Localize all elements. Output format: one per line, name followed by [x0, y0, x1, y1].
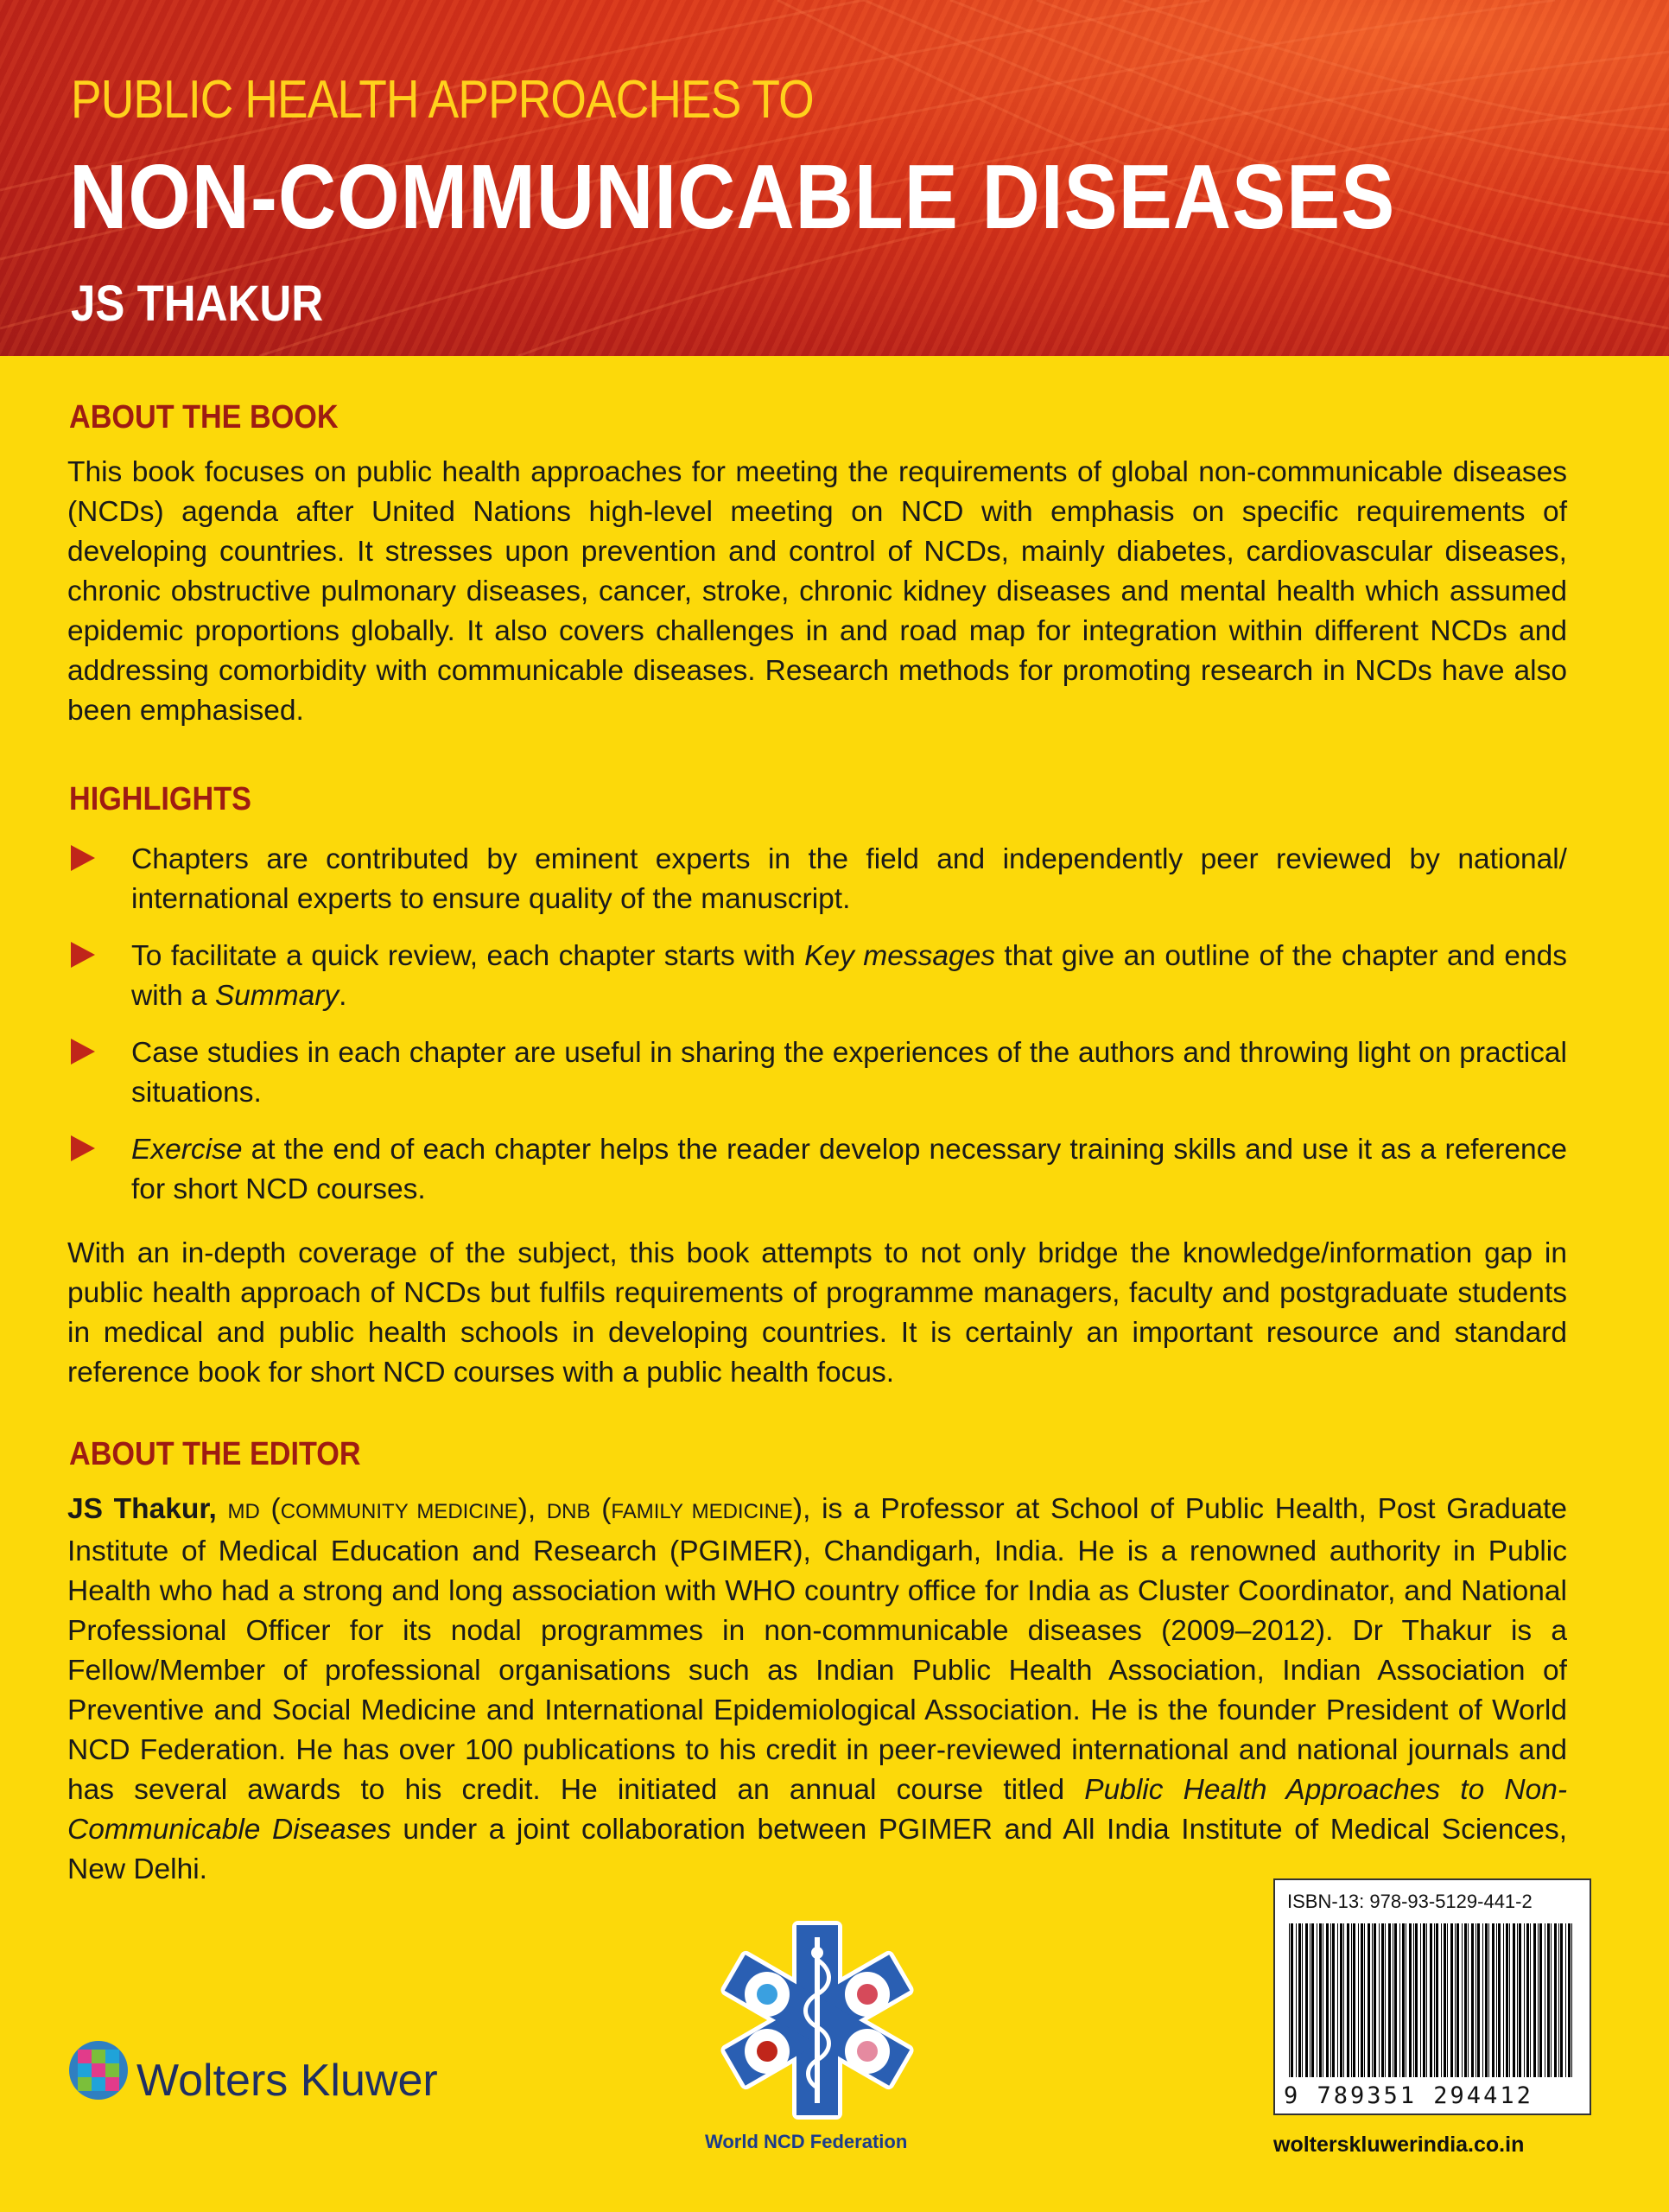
barcode-bar	[1423, 1923, 1425, 2077]
barcode-bar	[1330, 1923, 1331, 2077]
highlight-item	[67, 1033, 1567, 1113]
barcode-bar	[1434, 1923, 1435, 2077]
barcode-bar	[1526, 1923, 1529, 2077]
about-editor-heading: ABOUT THE EDITOR	[69, 1436, 361, 1472]
barcode-bar	[1447, 1923, 1448, 2077]
book-author: JS THAKUR	[71, 276, 324, 332]
barcode-bar	[1455, 1923, 1456, 2077]
about-editor-paragraph: JS Thakur, MD (COMMUNITY MEDICINE), DNB (FAMILY MEDICINE), is a Professor at School of Public Health, Post Graduate Institute of Medical Education and Research (PGIMER), Chandigarh, India. He is a renowned authority in Public Health who had a strong and long association with WHO country office for India as Cluster Coordinator, and National Professional Officer for its nodal programmes in non-communicable diseases (2009–2012). Dr Thakur is a Fellow/Member of professional organisations such as Indian Public Health Association, Indian Association of Preventive and Social Medicine and International Epidemiological Association. He is the founder President of World NCD Federation. He has over 100 publications to his credit in peer-reviewed international and national journals and has several awards to his credit. He initiated an annual course titled Public Health Approaches to Non-Communicable Diseases under a joint collaboration between PGIMER and All India Institute of Medical Sciences, New Delhi.	[67, 1493, 1567, 1885]
barcode-bar	[1558, 1923, 1559, 2077]
isbn-label: ISBN-13: 978-93-5129-441-2	[1287, 1891, 1533, 1912]
barcode-bar	[1519, 1923, 1521, 2077]
barcode-bar	[1413, 1923, 1414, 2077]
barcode-bar	[1374, 1923, 1376, 2077]
barcode-bar	[1343, 1923, 1344, 2077]
highlights-heading: HIGHLIGHTS	[69, 781, 251, 817]
barcode-bar	[1571, 1923, 1572, 2077]
highlights-closing-paragraph: With an in-depth coverage of the subject, this book attempts to not only bridge the knowledge/information gap in public health approach of NCDs but fulfils requirements of programme managers, faculty and postgraduate students in medical and public health schools in developing countries. It is certainly an important resource and standard reference book for short NCD courses with a public health focus.	[67, 1237, 1567, 1389]
highlight-item	[67, 840, 1567, 919]
highlight-text-part: that give an outline of the chapter and ends with a	[131, 940, 1567, 1012]
barcode-bar	[1426, 1923, 1427, 2077]
barcode-bar	[1388, 1923, 1391, 2077]
barcode-bar	[1538, 1923, 1539, 2077]
bullet-arrow-icon	[71, 942, 95, 968]
bullet-arrow-icon	[71, 1135, 95, 1161]
barcode-bar	[1464, 1923, 1467, 2077]
publisher-name: Wolters Kluwer	[136, 2056, 438, 2106]
barcode-bar	[1509, 1923, 1510, 2077]
course-title-emphasis: Public Health Approaches to Non-Communicable Diseases	[67, 1774, 1567, 1846]
barcode-bar	[1337, 1923, 1338, 2077]
degree-md: MD	[227, 1500, 260, 1523]
editor-bio-text: , is a Professor at School of Public Health, Post Graduate Institute of Medical Education and Research (PGIMER), Chandigarh, India. He is a renowned authority in Public Health who had a strong and long association with WHO country office for India as Cluster Coordinator, and National Professional Officer for its nodal programmes in non-communicable diseases (2009–2012). Dr Thakur is a Fellow/Member of professional organisations such as Indian Public Health Association, Indian Association of Preventive and Social Medicine and International Epidemiological Association. He is the founder President of World NCD Federation. He has over 100 publications to his credit in peer-reviewed international and national journals and has several awards to his credit. He initiated an annual course titled	[67, 1493, 1567, 1806]
barcode-bar	[1498, 1923, 1501, 2077]
about-book-paragraph: This book focuses on public health approaches for meeting the requirements of global non-communicable diseases (NCDs) agenda after United Nations high-level meeting on NCD with emphasis on specific requirements of developing countries. It stresses upon prevention and control of NCDs, mainly diabetes, cardiovascular diseases, chronic obstructive pulmonary diseases, cancer, stroke, chronic kidney diseases and mental health which assumed epidemic proportions globally. It also covers challenges in and road map for integration within different NCDs and addressing comorbidity with communicable diseases. Research methods for promoting research in NCDs have also been emphasised.	[67, 456, 1567, 727]
barcode-bar	[1296, 1923, 1297, 2077]
degree-dnb: DNB	[546, 1500, 591, 1523]
barcode-bar	[1409, 1923, 1412, 2077]
barcode-bar	[1394, 1923, 1397, 2077]
highlight-item	[67, 937, 1567, 1016]
barcode-bar	[1530, 1923, 1531, 2077]
barcode-bar	[1351, 1923, 1352, 2077]
barcode-bar	[1539, 1923, 1542, 2077]
barcode-bar	[1361, 1923, 1363, 2077]
barcode-bar	[1430, 1923, 1432, 2077]
barcode-bar	[1340, 1923, 1342, 2077]
barcode-bar	[1319, 1923, 1322, 2077]
highlight-text-part: at the end of each chapter helps the reader develop necessary training skills and use it as a reference for short NCD courses.	[131, 1134, 1567, 1205]
barcode-bar	[1399, 1923, 1400, 2077]
barcode-bar	[1305, 1923, 1308, 2077]
world-ncd-federation-emblem-icon	[714, 1916, 921, 2124]
highlight-item	[67, 1130, 1567, 1210]
barcode-bar	[1568, 1923, 1571, 2077]
barcode-bar	[1444, 1923, 1446, 2077]
barcode-bar	[1462, 1923, 1463, 2077]
barcode-bar	[1488, 1923, 1489, 2077]
barcode-bar	[1372, 1923, 1373, 2077]
barcode-bar	[1551, 1923, 1552, 2077]
barcode-bar	[1358, 1923, 1359, 2077]
highlight-text: Case studies in each chapter are useful in sharing the experiences of the authors and throwing light on practical situations.	[131, 1037, 1567, 1109]
barcode-bar	[1477, 1923, 1480, 2077]
summary-emphasis: Summary	[214, 980, 340, 1012]
barcode-bar	[1547, 1923, 1550, 2077]
highlight-text	[131, 1130, 1567, 1210]
barcode-bar	[1402, 1923, 1405, 2077]
editor-name: JS Thakur,	[67, 1493, 217, 1525]
degree-md-field: COMMUNITY MEDICINE	[280, 1500, 518, 1523]
barcode-bar	[1475, 1923, 1476, 2077]
barcode-bar	[1565, 1923, 1566, 2077]
barcode-bar	[1332, 1923, 1335, 2077]
barcode-bar	[1492, 1923, 1494, 2077]
barcode-bar	[1482, 1923, 1483, 2077]
barcode-bar	[1436, 1923, 1438, 2077]
barcode-bar	[1441, 1923, 1442, 2077]
barcode-bar	[1513, 1923, 1515, 2077]
barcode-bar	[1347, 1923, 1349, 2077]
barcode-bar	[1485, 1923, 1488, 2077]
barcode-bar	[1533, 1923, 1536, 2077]
barcode-image	[1287, 1923, 1577, 2077]
barcode-bar	[1302, 1923, 1303, 2077]
barcode-bar	[1560, 1923, 1563, 2077]
federation-name: World NCD Federation	[705, 2131, 908, 2152]
barcode-bar	[1311, 1923, 1314, 2077]
barcode-bar	[1381, 1923, 1384, 2077]
publisher-website: wolterskluwerindia.co.in	[1273, 2133, 1525, 2157]
key-messages-emphasis: Key messages	[804, 940, 995, 972]
barcode-bar	[1289, 1923, 1290, 2077]
barcode-bar	[1554, 1923, 1557, 2077]
degree-dnb-field: FAMILY MEDICINE	[611, 1500, 793, 1523]
cover-header-banner	[0, 0, 1669, 356]
barcode-bar	[1379, 1923, 1380, 2077]
barcode-bar	[1503, 1923, 1504, 2077]
isbn-barcode-box	[1273, 1878, 1591, 2115]
editor-bio-text-end: under a joint collaboration between PGIMER and All India Institute of Medical Sciences, New Delhi.	[67, 1814, 1567, 1885]
highlight-text: Chapters are contributed by eminent experts in the field and independently peer reviewed by national/ international experts to ensure quality of the manuscript.	[131, 843, 1567, 915]
barcode-bar	[1364, 1923, 1365, 2077]
barcode-bar	[1368, 1923, 1370, 2077]
exercise-emphasis: Exercise	[131, 1134, 243, 1166]
bullet-arrow-icon	[71, 1039, 95, 1065]
barcode-bar	[1506, 1923, 1508, 2077]
barcode-bar	[1456, 1923, 1459, 2077]
barcode-bar	[1524, 1923, 1525, 2077]
barcode-bar	[1291, 1923, 1293, 2077]
highlight-text-part: To facilitate a quick review, each chapter starts with	[131, 940, 805, 972]
barcode-digits: 9 789351 294412	[1284, 2082, 1533, 2109]
book-title: NON-COMMUNICABLE DISEASES	[69, 146, 1396, 248]
barcode-bar	[1415, 1923, 1418, 2077]
barcode-bar	[1517, 1923, 1518, 2077]
barcode-bar	[1326, 1923, 1329, 2077]
barcode-bar	[1298, 1923, 1301, 2077]
barcode-bar	[1471, 1923, 1474, 2077]
about-book-heading: ABOUT THE BOOK	[69, 399, 339, 435]
barcode-bar	[1385, 1923, 1386, 2077]
barcode-bar	[1420, 1923, 1421, 2077]
barcode-bar	[1496, 1923, 1497, 2077]
barcode-bar	[1450, 1923, 1453, 2077]
highlight-text	[131, 937, 1567, 1016]
wolters-kluwer-logo-icon	[67, 2039, 130, 2101]
highlight-text-part: .	[339, 980, 347, 1012]
barcode-bar	[1353, 1923, 1355, 2077]
bullet-arrow-icon	[71, 845, 95, 871]
barcode-bar	[1468, 1923, 1469, 2077]
book-subtitle-kicker: PUBLIC HEALTH APPROACHES TO	[71, 70, 814, 130]
